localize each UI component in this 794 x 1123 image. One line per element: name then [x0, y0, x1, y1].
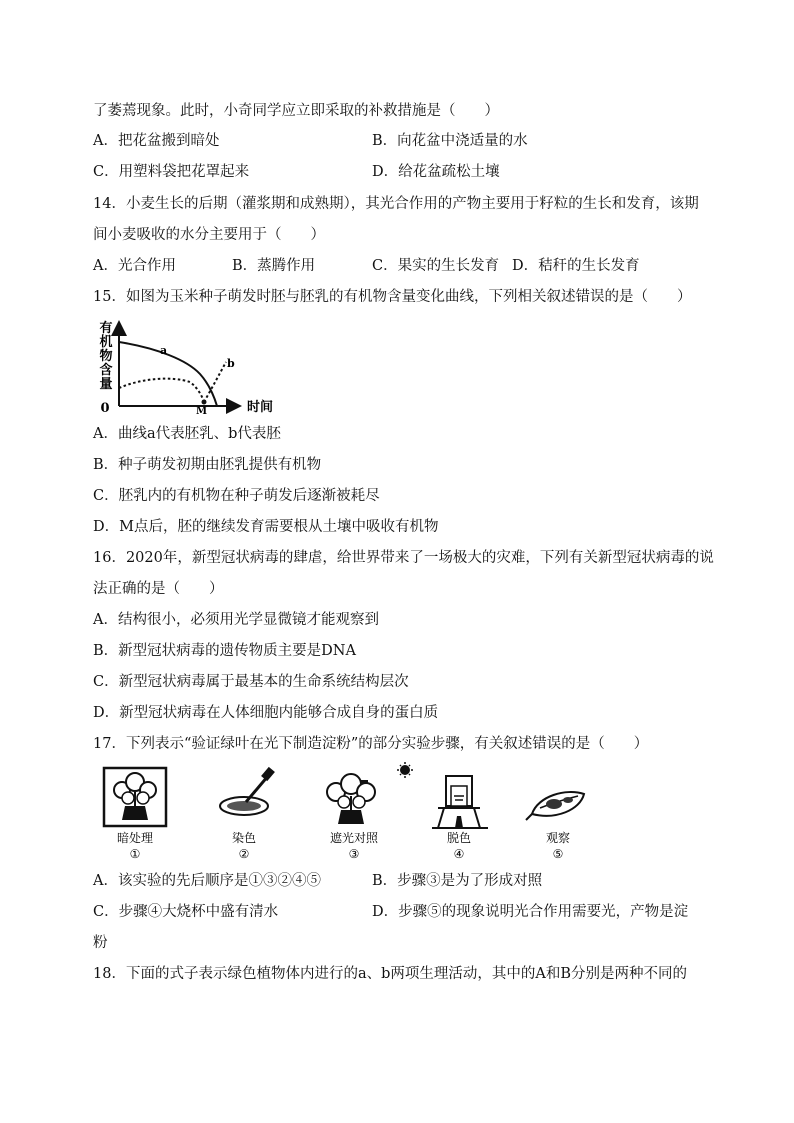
q14-stem-line2: 间小麦吸收的水分主要用于（ ）	[93, 227, 325, 243]
q17-option-b: B．步骤③是为了形成对照	[372, 873, 543, 889]
x-axis-label: 时间	[247, 400, 274, 415]
q16-option-b: B．新型冠状病毒的遗传物质主要是DNA	[93, 643, 356, 659]
step4-label: 脱色	[446, 831, 472, 845]
step5-number: ⑤	[552, 847, 564, 861]
q16-stem-line1: 16．2020年，新型冠状病毒的肆虐，给世界带来了一场极大的灾难，下列有关新型冠状病毒的说	[93, 550, 714, 566]
q15-option-d: D．M点后，胚的继续发育需要根从土壤中吸收有机物	[93, 519, 439, 535]
q13-option-b: B．向花盆中浇适量的水	[372, 133, 528, 149]
q14-option-b: B．蒸腾作用	[232, 258, 316, 274]
step2-number: ②	[238, 847, 250, 861]
curve-b-label: b	[227, 357, 235, 370]
curve-b	[119, 362, 226, 402]
q14-stem-line1: 14．小麦生长的后期（灌浆期和成熟期），其光合作用的产物主要用于籽粒的生长和发育，该期	[93, 196, 699, 212]
q16-option-a: A．结构很小，必须用光学显微镜才能观察到	[93, 612, 379, 628]
q15-option-a: A．曲线a代表胚乳、b代表胚	[93, 426, 281, 442]
step3-number: ③	[348, 847, 360, 861]
step5-label: 观察	[545, 831, 571, 845]
q13-option-a: A．把花盆搬到暗处	[93, 133, 220, 149]
q17-stem: 17．下列表示“验证绿叶在光下制造淀粉”的部分实验步骤，有关叙述错误的是（ ）	[93, 736, 649, 752]
step2-staining-illustration	[220, 767, 275, 815]
q17-option-c: C．步骤④大烧杯中盛有清水	[93, 904, 279, 920]
y-axis-label-char: 含	[99, 363, 113, 378]
step5-observation-illustration	[526, 792, 584, 820]
step3-shading-illustration	[327, 762, 413, 824]
q13-stem-continuation: 了萎蔫现象。此时，小奇同学应立即采取的补救措施是（ ）	[93, 103, 499, 119]
point-m-label: M	[196, 406, 208, 417]
q16-stem-line2: 法正确的是（ ）	[93, 581, 224, 597]
q15-organic-matter-graph	[92, 318, 274, 418]
q17-option-d: D．步骤⑤的现象说明光合作用需要光，产物是淀	[372, 904, 689, 920]
q15-option-b: B．种子萌发初期由胚乳提供有机物	[93, 457, 322, 473]
q16-option-d: D．新型冠状病毒在人体细胞内能够合成自身的蛋白质	[93, 705, 439, 721]
q14-option-c: C．果实的生长发育	[372, 258, 500, 274]
step1-number: ①	[129, 847, 141, 861]
step4-decolorization-illustration	[432, 776, 488, 828]
q13-option-d: D．给花盆疏松土壤	[372, 164, 500, 180]
origin-label: 0	[100, 401, 110, 416]
q17-experiment-steps-figure	[98, 762, 598, 864]
q15-option-c: C．胚乳内的有机物在种子萌发后逐渐被耗尽	[93, 488, 380, 504]
step3-label: 遮光对照	[329, 831, 379, 845]
q14-option-d: D．秸秆的生长发育	[512, 258, 640, 274]
y-axis-label-char: 机	[99, 335, 113, 350]
step1-dark-treatment-illustration	[104, 768, 166, 826]
curve-a-label: a	[160, 344, 168, 357]
step4-number: ④	[453, 847, 465, 861]
point-m	[202, 400, 207, 405]
q17-option-d-wrap: 粉	[93, 935, 108, 951]
q15-stem: 15．如图为玉米种子萌发时胚与胚乳的有机物含量变化曲线，下列相关叙述错误的是（ ）	[93, 289, 692, 305]
step2-label: 染色	[231, 831, 257, 845]
q13-option-c: C．用塑料袋把花罩起来	[93, 164, 250, 180]
q16-option-c: C．新型冠状病毒属于最基本的生命系统结构层次	[93, 674, 409, 690]
y-axis-label-char: 量	[99, 377, 113, 392]
y-axis-label-char: 有	[99, 321, 113, 336]
q17-option-a: A．该实验的先后顺序是①③②④⑤	[93, 873, 321, 889]
q18-stem-line1: 18．下面的式子表示绿色植物体内进行的a、b两项生理活动，其中的A和B分别是两种不同的	[93, 966, 688, 982]
q14-option-a: A．光合作用	[93, 258, 176, 274]
step1-label: 暗处理	[116, 831, 154, 845]
y-axis-label-char: 物	[99, 349, 113, 364]
